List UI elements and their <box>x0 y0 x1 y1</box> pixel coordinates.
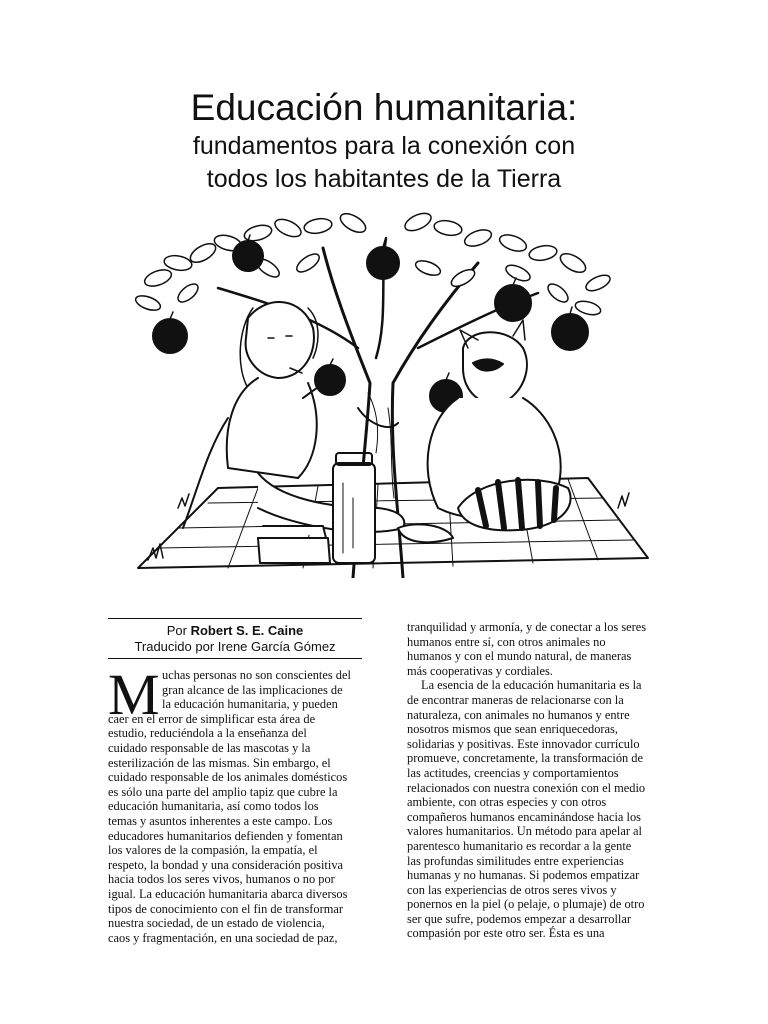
text-line: tranquilidad y armonía, y de conectar a los seres <box>407 620 647 634</box>
article-column-1 <box>108 662 364 945</box>
article-title: Educación humanitaria: <box>190 87 578 128</box>
text-line: con las experiencias de otros seres vivos y <box>407 882 617 897</box>
byline-top-rule <box>108 618 362 619</box>
text-line: promueve, concretamente, la transformación de <box>407 751 644 766</box>
text-line: más cooperativas y cordiales. <box>407 663 553 678</box>
text-line: valores humanitarios. Un método para apelar al <box>407 824 642 839</box>
article-subtitle-line-1: fundamentos para la conexión con <box>192 132 576 160</box>
text-line: los valores de la compasión, la empatía, el <box>108 843 318 858</box>
author-line <box>108 623 362 639</box>
byline-bottom-rule <box>108 658 362 659</box>
text-line: estudio, reduciéndola a la enseñanza del <box>108 726 307 741</box>
text-line: de encontrar maneras de relacionarse con la <box>407 692 624 707</box>
text-line: parentesco humanitario es recordar a la gente <box>407 838 632 853</box>
text-line: tipos de conocimiento con el fin de transformar <box>108 901 344 916</box>
article-title-block <box>0 86 768 196</box>
text-line: las actitudes, creencias y comportamientos <box>407 765 619 780</box>
text-line: naturaleza, con animales no humanos y entre <box>407 707 630 722</box>
text-line: solidarias y positivas. Este innovador currículo <box>407 736 640 751</box>
drop-cap: M <box>108 662 160 727</box>
text-line: hacia todos los seres vivos, humanos o no por <box>108 872 335 887</box>
text-line: humanos y con el mundo natural, de maneras <box>407 649 632 664</box>
text-line: cuidado responsable de las mascotas y la <box>108 740 311 755</box>
text-line: la educación humanitaria, y pueden <box>162 697 338 712</box>
text-line: temas y asuntos inherentes a este campo. Los <box>108 813 333 828</box>
text-line: es sólo una parte del amplio tapiz que cubre la <box>108 784 338 799</box>
text-line: caer en el error de simplificar esta área de <box>108 711 316 726</box>
translator-line: Traducido por Irene García Gómez <box>134 639 336 654</box>
text-line: humanos entre sí, con otros animales no <box>407 634 606 649</box>
author-name: Robert S. E. Caine <box>190 623 304 638</box>
text-line: ponernos en la piel (o pelaje, o plumaje) de otro <box>407 897 645 912</box>
text-line: esterilización de las mismas. Sin embargo, el <box>108 755 331 770</box>
text-line: educadores humanitarios defienden y fomentan <box>108 828 343 843</box>
tree-picnic-illustration <box>118 208 658 578</box>
text-line: humanas y no humanas. Si podemos empatizar <box>407 868 640 883</box>
text-line: nuestra sociedad, de un estado de violencia, <box>108 916 325 931</box>
text-line: compasión por este otro ser. Ésta es una <box>407 926 605 941</box>
text-line: igual. La educación humanitaria abarca diversos <box>108 886 348 901</box>
text-line: ser que sufre, podemos empezar a desarrollar <box>407 911 631 926</box>
text-line: nosotros mismos que sean enriquecedoras, <box>407 722 618 737</box>
text-line: las profundas similitudes entre experiencias <box>407 853 624 868</box>
byline-por: Por <box>166 623 191 638</box>
text-line: educación humanitaria, así como todos los <box>108 799 319 814</box>
byline-block <box>108 618 362 659</box>
text-line: respeto, la bondad y una consideración positiva <box>108 857 344 872</box>
text-line: cuidado responsable de los animales domésticos <box>108 770 348 785</box>
text-line: compañeros humanos encaminándose hacia los <box>407 809 641 824</box>
text-line: caos y fragmentación, en una sociedad de paz, <box>108 930 338 945</box>
text-line: La esencia de la educación humanitaria es la <box>421 678 642 693</box>
text-line: ambiente, con otras especies y con otros <box>407 795 607 810</box>
article-subtitle-line-2: todos los habitantes de la Tierra <box>206 165 562 193</box>
article-column-2 <box>407 620 659 941</box>
text-line: gran alcance de las implicaciones de <box>162 682 343 697</box>
text-line: relacionados con nuestra conexión con el medio <box>407 780 646 795</box>
text-line: uchas personas no son conscientes del <box>162 668 351 682</box>
